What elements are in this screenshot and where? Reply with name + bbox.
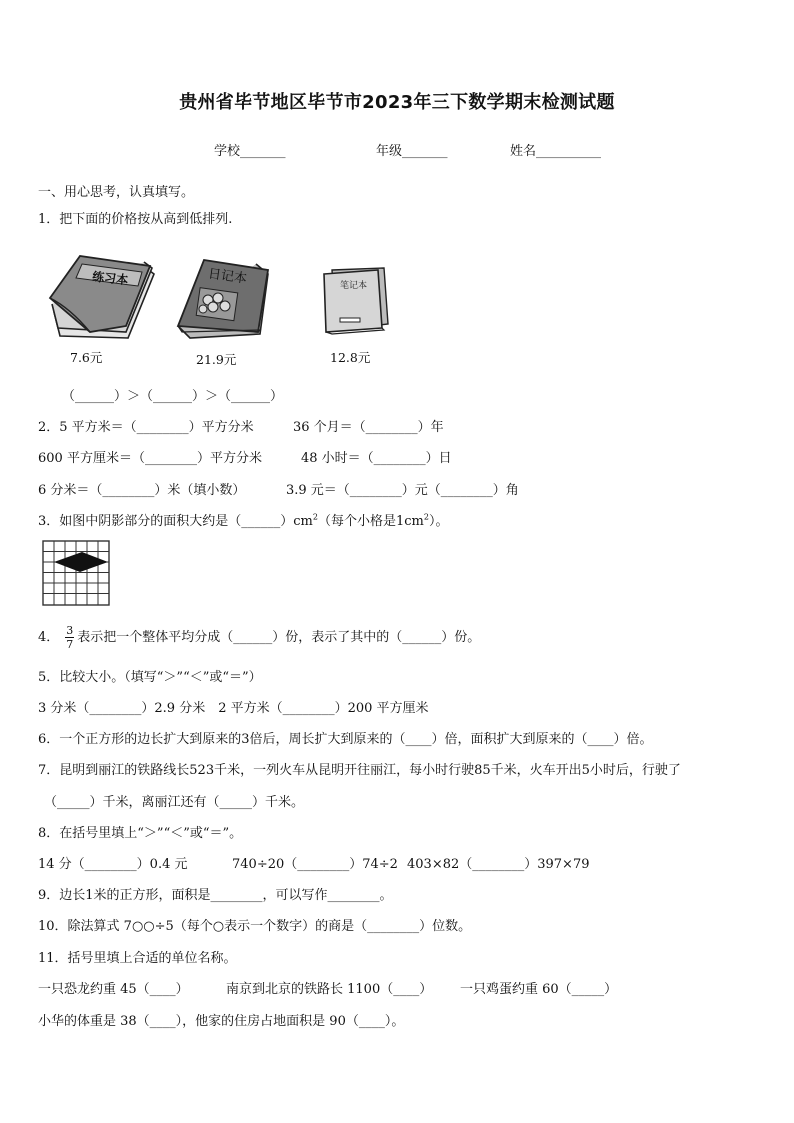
question-5-line: 3 分米（________）2.9 分米 2 平方米（________）200 平方厘米 [38, 701, 429, 716]
grid-figure [42, 540, 110, 606]
school-field: 学校_______ [214, 144, 286, 159]
price-exercise-book: 7.6元 [70, 350, 103, 365]
question-11c: 一只鸡蛋约重 60（_____） [460, 982, 618, 997]
shaded-rhombus [54, 552, 108, 572]
diary-illustration [172, 256, 272, 342]
question-2c: 600 平方厘米＝（________）平方分米 [38, 451, 262, 466]
question-8: 8．在括号里填上“＞”“＜”或“＝”。 [38, 826, 243, 841]
question-11: 11．括号里填上合适的单位名称。 [38, 951, 237, 966]
fraction: $\frac{3}{7}$ [66, 624, 74, 651]
question-2e: 6 分米＝（________）米（填小数） [38, 483, 246, 498]
question-7: 7．昆明到丽江的铁路线长523千米，一列火车从昆明开往丽江，每小时行驶85千米，火车开出5小时后，行驶了 [38, 763, 681, 778]
notebook-illustration [318, 262, 394, 336]
question-2b: 36 个月＝（________）年 [293, 420, 444, 435]
question-8a: 14 分（________）0.4 元 [38, 857, 188, 872]
question-4: 4． $\frac{3}{7}$ 表示把一个整体平均分成（______）份，表示了其中的（______）份。 [38, 624, 481, 651]
question-11b: 南京到北京的铁路长 1100（____） [226, 982, 433, 997]
question-8b: 740÷20（________）74÷2 [232, 857, 398, 872]
name-field: 姓名__________ [510, 144, 602, 159]
exercise-book-label: 练习本 [91, 269, 129, 288]
price-notebook: 12.8元 [330, 350, 371, 365]
exercise-book-illustration [46, 250, 158, 342]
section-heading: 一、用心思考，认真填写。 [38, 185, 195, 200]
question-11-line2: 小华的体重是 38（____），他家的住房占地面积是 90（____）。 [38, 1014, 405, 1029]
price-diary: 21.9元 [196, 352, 237, 367]
question-7-line2: （_____）千米，离丽江还有（_____）千米。 [44, 795, 305, 810]
question-1: 1．把下面的价格按从高到低排列. [38, 212, 233, 227]
question-8c: 403×82（________）397×79 [407, 857, 590, 872]
question-6: 6．一个正方形的边长扩大到原来的3倍后，周长扩大到原来的（____）倍，面积扩大到原来的（____）倍。 [38, 732, 653, 747]
question-2f: 3.9 元＝（________）元（________）角 [286, 483, 519, 498]
question-3: 3．如图中阴影部分的面积大约是$(\_\_\_\_\_\_)cm^2$（每个小格是$1cm^2$）。 [38, 512, 449, 529]
question-11a: 一只恐龙约重 45（____） [38, 982, 189, 997]
question-10: 10．除法算式 7○○÷5（每个○表示一个数字）的商是（________）位数。 [38, 919, 472, 934]
diary-label: 日记本 [207, 266, 248, 287]
question-5: 5．比较大小。（填写“＞”“＜”或“＝”） [38, 670, 262, 685]
notebook-label: 笔记本 [340, 281, 368, 291]
question-1-answer: （______）＞（______）＞（______） [62, 389, 284, 404]
question-2a: 2．5 平方米＝（________）平方分米 [38, 420, 254, 435]
page-title: 贵州省毕节地区毕节市2023年三下数学期末检测试题 [179, 92, 615, 113]
grade-field: 年级_______ [376, 144, 448, 159]
question-2d: 48 小时＝（________）日 [301, 451, 452, 466]
question-9: 9．边长1米的正方形，面积是________，可以写作________。 [38, 888, 393, 903]
